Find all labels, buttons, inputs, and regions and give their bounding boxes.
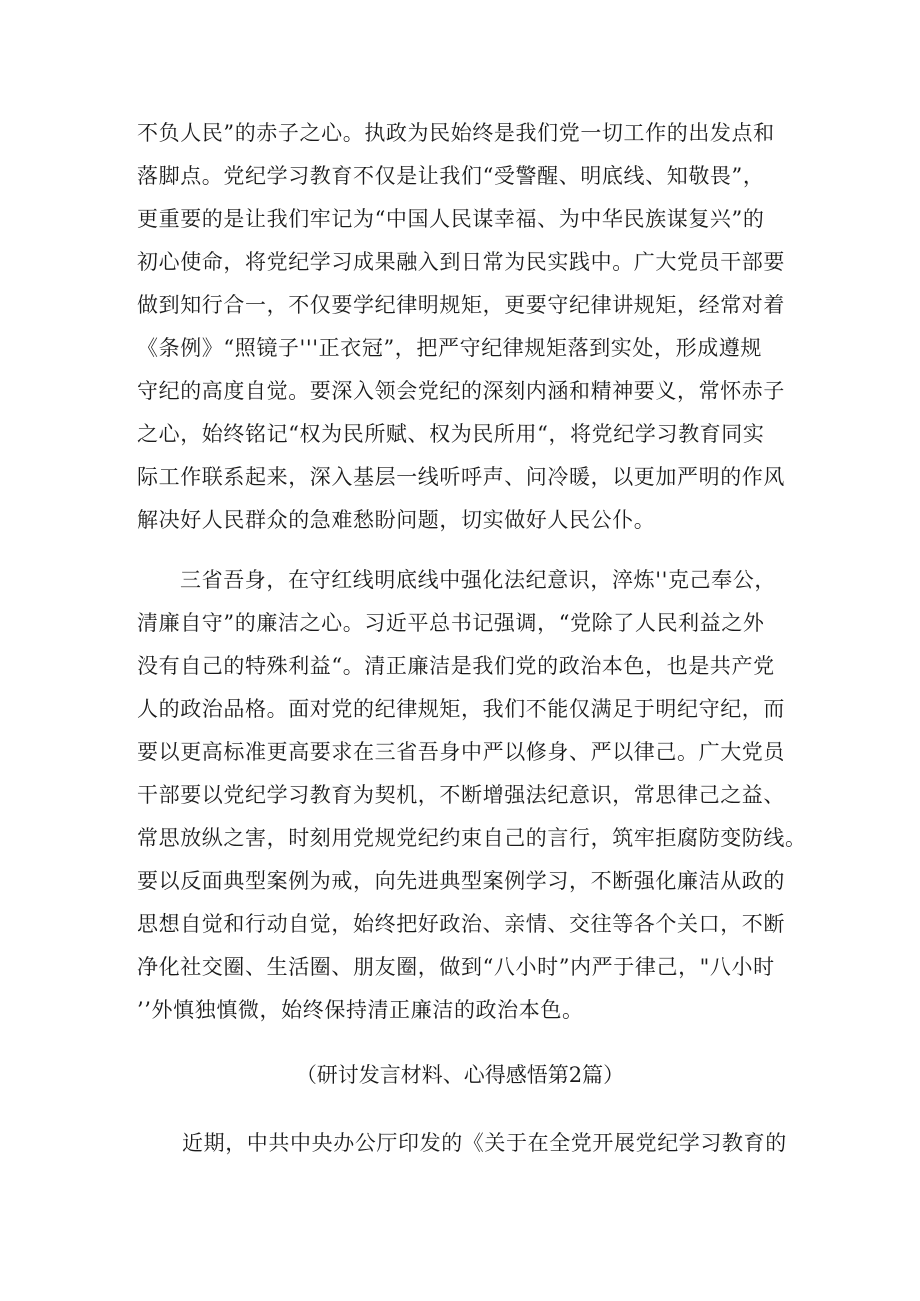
paragraph-line: 《条例》“照镜子'''正衣冠”，把严守纪律规矩落到实处，形成遵规 (137, 336, 762, 360)
paragraph-line: 初心使命，将党纪学习成果融入到日常为民实践中。广大党员干部要 (137, 250, 785, 274)
paragraph-line: 更重要的是让我们牢记为“中国人民谋幸福、为中华民族谋复兴”的 (137, 207, 765, 231)
paragraph-line: 之心，始终铭记“权为民所赋、权为民所用“，将党纪学习教育同实 (137, 422, 765, 446)
paragraph-line: 干部要以党纪学习教育为契机，不断增强法纪意识，常思律己之益、 (137, 783, 785, 807)
paragraph-line: ’’外慎独慎微，始终保持清正廉洁的政治本色。 (137, 998, 584, 1022)
section-heading: （研讨发言材料、心得感悟第2篇） (295, 1063, 625, 1087)
paragraph-line: 不负人民”的赤子之心。执政为民始终是我们党一切工作的出发点和 (137, 121, 775, 145)
paragraph-line: 守纪的高度自觉。要深入领会党纪的深刻内涵和精神要义，常怀赤子 (137, 379, 785, 403)
paragraph-line: 解决好人民群众的急难愁盼问题，切实做好人民公仆。 (137, 508, 656, 532)
paragraph-line: 常思放纵之害，时刻用党规党纪约束自己的言行，筑牢拒腐防变防线。 (137, 826, 807, 850)
paragraph-line: 清廉自守”的廉洁之心。习近平总书记强调，“党除了人民利益之外 (137, 611, 765, 635)
paragraph-line: 做到知行合一，不仅要学纪律明规矩，更要守纪律讲规矩，经常对着 (137, 293, 785, 317)
paragraph-line: 人的政治品格。面对党的纪律规矩，我们不能仅满足于明纪守纪，而 (137, 697, 785, 721)
paragraph-line: 落脚点。党纪学习教育不仅是让我们“受警醒、明底线、知敬畏”， (137, 164, 765, 188)
paragraph-line: 要以反面典型案例为戒，向先进典型案例学习，不断强化廉洁从政的 (137, 869, 785, 893)
closing-line: 近期，中共中央办公厅印发的《关于在全党开展党纪学习教育的 (182, 1131, 787, 1155)
paragraph-line: 要以更高标准更高要求在三省吾身中严以修身、严以律己。广大党员 (137, 740, 785, 764)
paragraph-line: 三省吾身，在守红线明底线中强化法纪意识，淬炼''克己奉公， (180, 568, 776, 592)
paragraph-line: 际工作联系起来，深入基层一线听呼声、问冷暖，以更加严明的作风 (137, 465, 785, 489)
paragraph-line: 没有自己的特殊利益“。清正廉洁是我们党的政治本色，也是共产党 (137, 654, 775, 678)
paragraph-line: 净化社交圈、生活圈、朋友圈，做到“八小时”内严于律己，"八小时 (137, 955, 775, 979)
paragraph-line: 思想自觉和行动自觉，始终把好政治、亲情、交往等各个关口，不断 (137, 912, 785, 936)
